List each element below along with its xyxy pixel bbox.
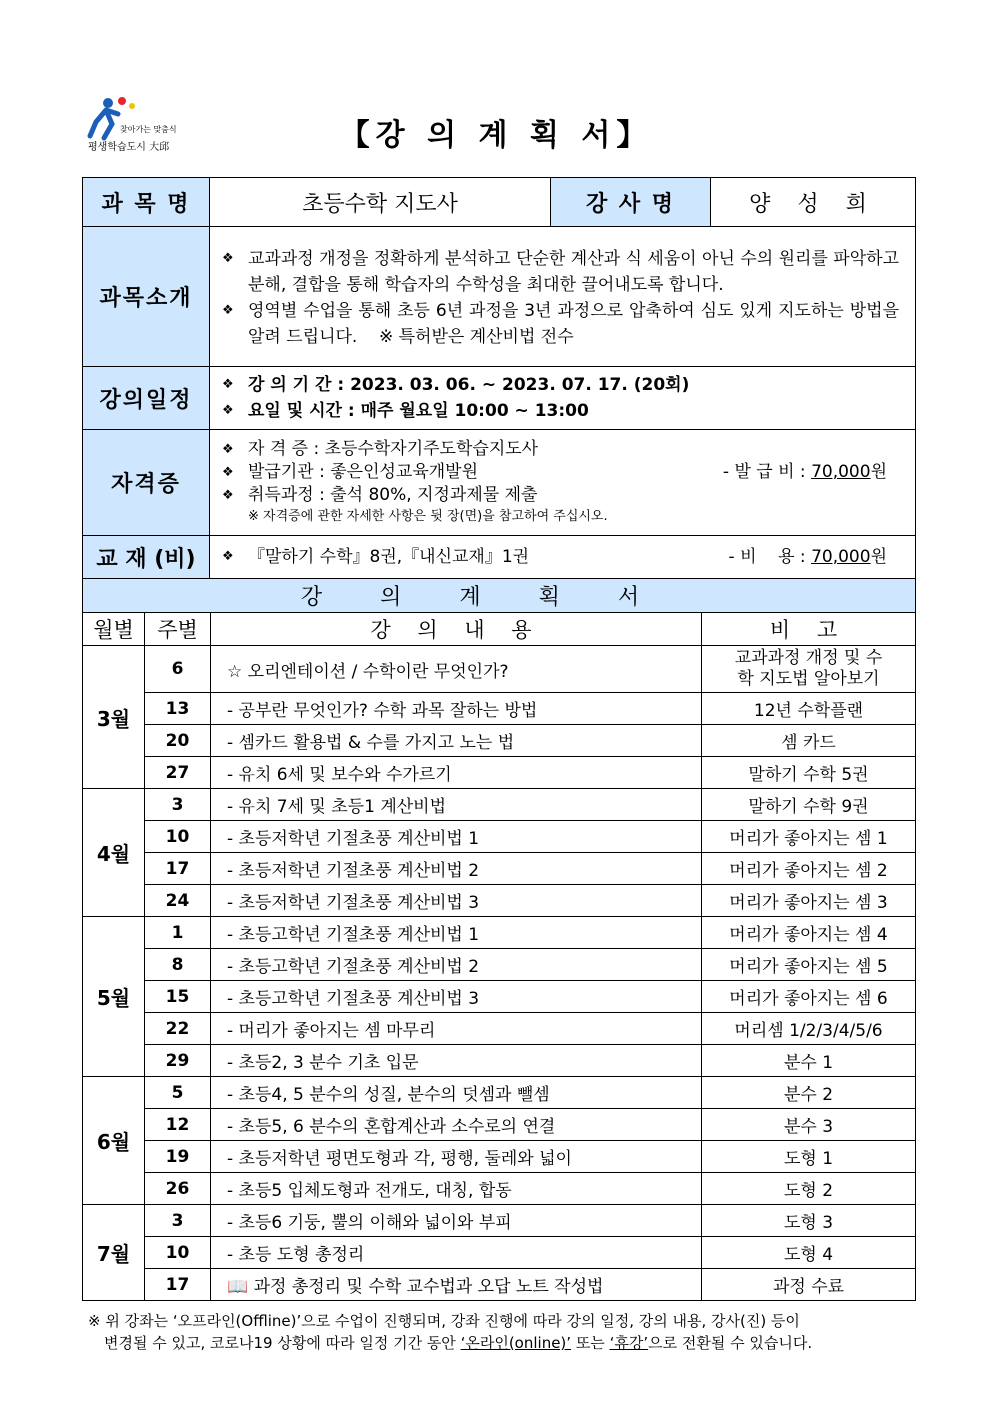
table-row [83, 693, 916, 725]
book-content [210, 536, 916, 579]
remark-cell: 분수 3 [702, 1109, 916, 1141]
content-cell: 📖 과정 총정리 및 수학 교수법과 오답 노트 작성법 [211, 1269, 702, 1301]
footer-line-2: 변경될 수 있고, 코로나19 상황에 따라 일정 기간 동안 ‘온라인(online)’ 또는 ‘휴강’으로 전환될 수 있습니다. [104, 1334, 813, 1352]
table-row [83, 1013, 916, 1045]
month-cell: 3월 [83, 646, 145, 789]
content-cell: - 초등저학년 기절초풍 계산비법 3 [211, 885, 702, 917]
remark-cell: 머리가 좋아지는 셈 6 [702, 981, 916, 1013]
book-label: 교 재 (비) [83, 536, 210, 579]
diamond-flower-icon: ❖ [222, 488, 234, 503]
table-row [83, 1237, 916, 1269]
month-cell: 6월 [83, 1077, 145, 1205]
plan-column-header: 비 고 [702, 613, 916, 646]
remark-cell: 말하기 수학 5권 [702, 757, 916, 789]
week-cell: 17 [145, 1269, 211, 1301]
table-row [83, 917, 916, 949]
footer-note [88, 1310, 916, 1354]
schedule-row [83, 367, 916, 430]
schedule-item: ❖ 강 의 기 간 : 2023. 03. 06. ~ 2023. 07. 17. (20회) [222, 372, 899, 398]
remark-cell: 교과과정 개정 및 수학 지도법 알아보기 [702, 646, 916, 693]
week-cell: 20 [145, 725, 211, 757]
intro-content [210, 227, 916, 367]
plan-column-header: 주별 [145, 613, 211, 646]
content-cell: - 초등5, 6 분수의 혼합계산과 소수로의 연결 [211, 1109, 702, 1141]
table-row [83, 757, 916, 789]
remark-cell: 분수 1 [702, 1045, 916, 1077]
table-row [83, 1045, 916, 1077]
content-cell: - 초등6 기둥, 뿔의 이해와 넓이와 부피 [211, 1205, 702, 1237]
week-cell: 13 [145, 693, 211, 725]
cert-item: ❖ 발급기관 : 좋은인성교육개발원 - 발 급 비 : 70,000원 [222, 461, 899, 484]
table-row [83, 853, 916, 885]
month-cell: 5월 [83, 917, 145, 1077]
table-row [83, 981, 916, 1013]
instructor-value: 양 성 희 [711, 178, 916, 227]
book-row [83, 536, 916, 579]
footer-line-1: ※ 위 강좌는 ‘오프라인(Offline)’으로 수업이 진행되며, 강좌 진행에 따라 강의 일정, 강의 내용, 강사(진) 등이 [88, 1312, 800, 1330]
schedule-item: ❖ 요일 및 시간 : 매주 월요일 10:00 ~ 13:00 [222, 398, 899, 424]
table-row [83, 885, 916, 917]
week-cell: 10 [145, 1237, 211, 1269]
remark-cell: 도형 1 [702, 1141, 916, 1173]
week-cell: 27 [145, 757, 211, 789]
intro-row [83, 227, 916, 367]
cert-row [83, 430, 916, 536]
diamond-flower-icon: ❖ [222, 302, 234, 318]
remark-cell: 셈 카드 [702, 725, 916, 757]
schedule-content [210, 367, 916, 430]
page-title: 【강 의 계 획 서】 [339, 118, 653, 153]
content-cell: - 초등2, 3 분수 기초 입문 [211, 1045, 702, 1077]
intro-item: ❖ 영역별 수업을 통해 초등 6년 과정을 3년 과정으로 압축하여 심도 있게 지도하는 방법을 알려 드립니다. ※ 특허받은 계산비법 전수 [222, 298, 899, 350]
content-cell: - 셈카드 활용법 & 수를 가지고 노는 법 [211, 725, 702, 757]
week-cell: 12 [145, 1109, 211, 1141]
subject-value: 초등수학 지도사 [210, 178, 551, 227]
remark-cell: 머리가 좋아지는 셈 2 [702, 853, 916, 885]
table-row [83, 646, 916, 693]
table-row [83, 949, 916, 981]
table-row [83, 725, 916, 757]
content-cell: ☆ 오리엔테이션 / 수학이란 무엇인가? [211, 646, 702, 693]
intro-note: ※ 특허받은 계산비법 전수 [378, 326, 574, 347]
content-cell: - 초등4, 5 분수의 성질, 분수의 덧셈과 뺄셈 [211, 1077, 702, 1109]
logo-tagline: 찾아가는 맞춤식 [120, 125, 177, 134]
week-cell: 6 [145, 646, 211, 693]
remark-cell: 도형 3 [702, 1205, 916, 1237]
diamond-flower-icon: ❖ [222, 465, 234, 480]
diamond-flower-icon: ❖ [222, 377, 234, 392]
diamond-flower-icon: ❖ [222, 403, 234, 418]
month-cell: 7월 [83, 1205, 145, 1301]
content-cell: - 공부란 무엇인가? 수학 과목 잘하는 방법 [211, 693, 702, 725]
subject-row [83, 178, 916, 227]
content-cell: - 유치 7세 및 초등1 계산비법 [211, 789, 702, 821]
week-cell: 24 [145, 885, 211, 917]
week-cell: 22 [145, 1013, 211, 1045]
diamond-flower-icon: ❖ [222, 250, 234, 266]
subject-label: 과 목 명 [83, 178, 210, 227]
table-row [83, 1269, 916, 1301]
cert-item: ❖ 자 격 증 : 초등수학자기주도학습지도사 [222, 439, 539, 459]
table-row [83, 1173, 916, 1205]
cert-item: ❖ 취득과정 : 출석 80%, 지정과제물 제출 [222, 485, 538, 505]
plan-column-header: 강 의 내 용 [211, 613, 702, 646]
plan-column-header: 월별 [83, 613, 145, 646]
week-cell: 10 [145, 821, 211, 853]
cert-label: 자격증 [83, 430, 210, 536]
content-cell: - 초등고학년 기절초풍 계산비법 3 [211, 981, 702, 1013]
plan-band-row [83, 579, 916, 613]
course-info-table [82, 177, 916, 579]
content-cell: - 머리가 좋아지는 셈 마무리 [211, 1013, 702, 1045]
remark-cell: 머리가 좋아지는 셈 3 [702, 885, 916, 917]
table-row [83, 789, 916, 821]
remark-cell: 과정 수료 [702, 1269, 916, 1301]
content-cell: - 초등5 입체도형과 전개도, 대칭, 합동 [211, 1173, 702, 1205]
week-cell: 19 [145, 1141, 211, 1173]
week-cell: 1 [145, 917, 211, 949]
content-cell: - 유치 6세 및 보수와 수가르기 [211, 757, 702, 789]
remark-cell: 도형 4 [702, 1237, 916, 1269]
month-cell: 4월 [83, 789, 145, 917]
week-cell: 17 [145, 853, 211, 885]
plan-header-row [83, 613, 916, 646]
week-cell: 15 [145, 981, 211, 1013]
week-cell: 5 [145, 1077, 211, 1109]
cert-note: ※ 자격증에 관한 자세한 사항은 뒷 장(면)을 참고하여 주십시오. [248, 509, 608, 524]
table-row [83, 1141, 916, 1173]
content-cell: - 초등저학년 기절초풍 계산비법 2 [211, 853, 702, 885]
remark-cell: 12년 수학플랜 [702, 693, 916, 725]
book-value: 『말하기 수학』8권,『내신교재』1권 [248, 547, 530, 567]
table-row [83, 1205, 916, 1237]
table-row [83, 1077, 916, 1109]
remark-cell: 머리가 좋아지는 셈 1 [702, 821, 916, 853]
table-row [83, 821, 916, 853]
plan-band-title: 강의계획서 [83, 579, 916, 613]
content-cell: - 초등저학년 기절초풍 계산비법 1 [211, 821, 702, 853]
instructor-label: 강 사 명 [551, 178, 711, 227]
table-row [83, 1109, 916, 1141]
remark-cell: 머리가 좋아지는 셈 4 [702, 917, 916, 949]
lecture-plan-table [82, 578, 916, 1301]
diamond-flower-icon: ❖ [222, 442, 234, 457]
week-cell: 3 [145, 1205, 211, 1237]
schedule-label: 강의일정 [83, 367, 210, 430]
content-cell: - 초등고학년 기절초풍 계산비법 1 [211, 917, 702, 949]
remark-cell: 말하기 수학 9권 [702, 789, 916, 821]
remark-cell: 머리셈 1/2/3/4/5/6 [702, 1013, 916, 1045]
remark-cell: 분수 2 [702, 1077, 916, 1109]
week-cell: 3 [145, 789, 211, 821]
cert-content [210, 430, 916, 536]
content-cell: - 초등 도형 총정리 [211, 1237, 702, 1269]
remark-cell: 머리가 좋아지는 셈 5 [702, 949, 916, 981]
intro-item: ❖ 교과과정 개정을 정확하게 분석하고 단순한 계산과 식 세움이 아닌 수의 원리를 파악하고 분해, 결합을 통해 학습자의 수학성을 최대한 끌어내도록 합니다. [222, 246, 899, 298]
intro-label: 과목소개 [83, 227, 210, 367]
week-cell: 8 [145, 949, 211, 981]
logo-city-name: 평생학습도시 大邱 [88, 142, 170, 153]
content-cell: - 초등고학년 기절초풍 계산비법 2 [211, 949, 702, 981]
diamond-flower-icon: ❖ [222, 549, 234, 564]
week-cell: 29 [145, 1045, 211, 1077]
book-fee: - 비 용 : 70,000원 [728, 547, 887, 567]
remark-cell: 도형 2 [702, 1173, 916, 1205]
cert-fee: - 발 급 비 : 70,000원 [722, 462, 887, 482]
week-cell: 26 [145, 1173, 211, 1205]
content-cell: - 초등저학년 평면도형과 각, 평행, 둘레와 넓이 [211, 1141, 702, 1173]
